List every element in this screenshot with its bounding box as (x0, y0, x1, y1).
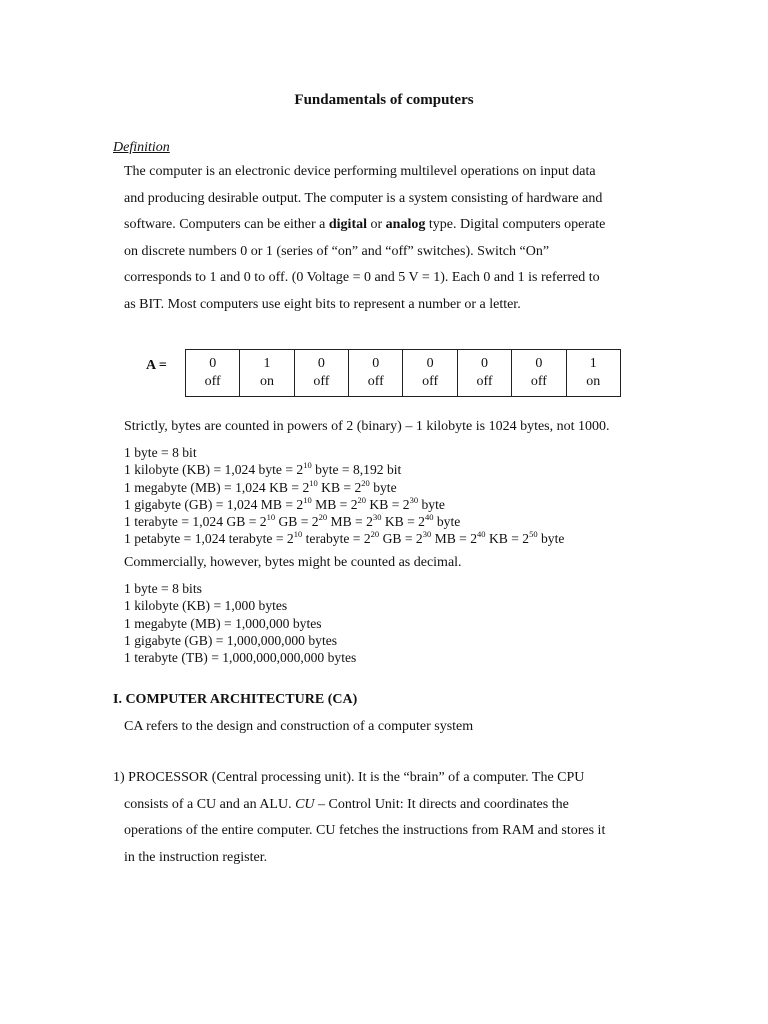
section-heading-architecture: I. COMPUTER ARCHITECTURE (CA) (113, 692, 358, 707)
definition-line: The computer is an electronic device performing multilevel operations on input data (124, 164, 596, 179)
binary-units-list (124, 444, 564, 548)
architecture-text: CA refers to the design and construction of a computer system (124, 719, 474, 734)
processor-line: consists of a CU and an ALU. CU – Control Unit: It directs and coordinates the (124, 796, 569, 812)
processor-paragraph (113, 765, 605, 871)
term-analog: analog (385, 217, 426, 232)
binary-unit-line: 1 megabyte (MB) = 1,024 KB = $2^{10}$ KB = $2^{20}$ byte (124, 477, 397, 495)
binary-unit-line: 1 gigabyte (GB) = 1,024 MB = $2^{10}$ MB = $2^{20}$ KB = $2^{30}$ byte (124, 494, 445, 512)
processor-line: in the instruction register. (124, 849, 268, 865)
binary-intro: Strictly, bytes are counted in powers of 2 (binary) – 1 kilobyte is 1024 bytes, not 1000. (124, 419, 610, 434)
decimal-unit-line: 1 terabyte (TB) = 1,000,000,000,000 bytes (124, 650, 357, 666)
bit-table-row (186, 350, 621, 397)
bit-value: 0 (317, 356, 325, 371)
bit-state: off (476, 374, 493, 389)
bit-state: off (422, 374, 439, 389)
definition-line: corresponds to 1 and 0 to off. (0 Voltage = 0 and 5 V = 1). Each 0 and 1 is referred to (124, 270, 600, 285)
binary-unit-line: 1 byte = 8 bit (124, 445, 197, 460)
definition-line: on discrete numbers 0 or 1 (series of “on” and “off” switches). Switch “On” (124, 243, 550, 259)
bit-value: 0 (209, 356, 217, 371)
bit-value: 1 (589, 356, 597, 371)
bit-state: off (530, 374, 547, 389)
definition-line: as BIT. Most computers use eight bits to represent a number or a letter. (124, 296, 521, 312)
binary-unit-line: 1 terabyte = 1,024 GB = $2^{10}$ GB = $2^{20}$ MB = $2^{30}$ KB = $2^{40}$ byte (124, 512, 461, 530)
bit-table (185, 349, 621, 397)
binary-unit-line: 1 petabyte = 1,024 terabyte = $2^{10}$ terabyte = $2^{20}$ GB = $2^{30}$ MB = $2^{40}$ KB = $2^{50}$ byte (124, 529, 565, 547)
bit-state: on (586, 374, 601, 389)
bit-value: 1 (263, 356, 271, 371)
bit-value: 0 (535, 356, 543, 371)
term-digital: digital (328, 217, 367, 232)
bit-value: 0 (372, 356, 380, 371)
bit-cell (512, 350, 566, 397)
bit-cell (457, 350, 511, 397)
bit-state: off (204, 374, 221, 389)
bit-cell (349, 350, 403, 397)
term-cu: CU (295, 796, 315, 812)
bit-cell (566, 350, 620, 397)
bit-value: 0 (426, 356, 434, 371)
bit-value: 0 (481, 356, 489, 371)
page-title: Fundamentals of computers (294, 92, 474, 108)
bit-state: off (313, 374, 330, 389)
definition-line: and producing desirable output. The computer is a system consisting of hardware and (124, 190, 603, 206)
decimal-intro: Commercially, however, bytes might be counted as decimal. (124, 555, 462, 570)
bit-cell (186, 350, 240, 397)
processor-line: 1) PROCESSOR (Central processing unit). It is the “brain” of a computer. The CPU (113, 770, 585, 785)
definition-paragraph (124, 159, 605, 318)
decimal-unit-line: 1 megabyte (MB) = 1,000,000 bytes (124, 615, 322, 631)
decimal-unit-line: 1 kilobyte (KB) = 1,000 bytes (124, 598, 288, 614)
decimal-units-list (124, 580, 356, 666)
processor-line: operations of the entire computer. CU fetches the instructions from RAM and stores it (124, 823, 606, 838)
bit-table-label: A = (146, 358, 167, 373)
binary-unit-line: 1 kilobyte (KB) = 1,024 byte = $2^{10}$ byte = 8,192 bit (124, 460, 402, 478)
definition-line: software. Computers can be either a digital or analog type. Digital computers operate (124, 217, 606, 232)
bit-cell (240, 350, 294, 397)
bit-state: off (367, 374, 384, 389)
definition-heading: Definition (113, 140, 170, 155)
decimal-unit-line: 1 gigabyte (GB) = 1,000,000,000 bytes (124, 632, 338, 648)
bit-cell (403, 350, 457, 397)
bit-cell (294, 350, 348, 397)
bit-state: on (260, 374, 275, 389)
decimal-unit-line: 1 byte = 8 bits (124, 581, 202, 596)
